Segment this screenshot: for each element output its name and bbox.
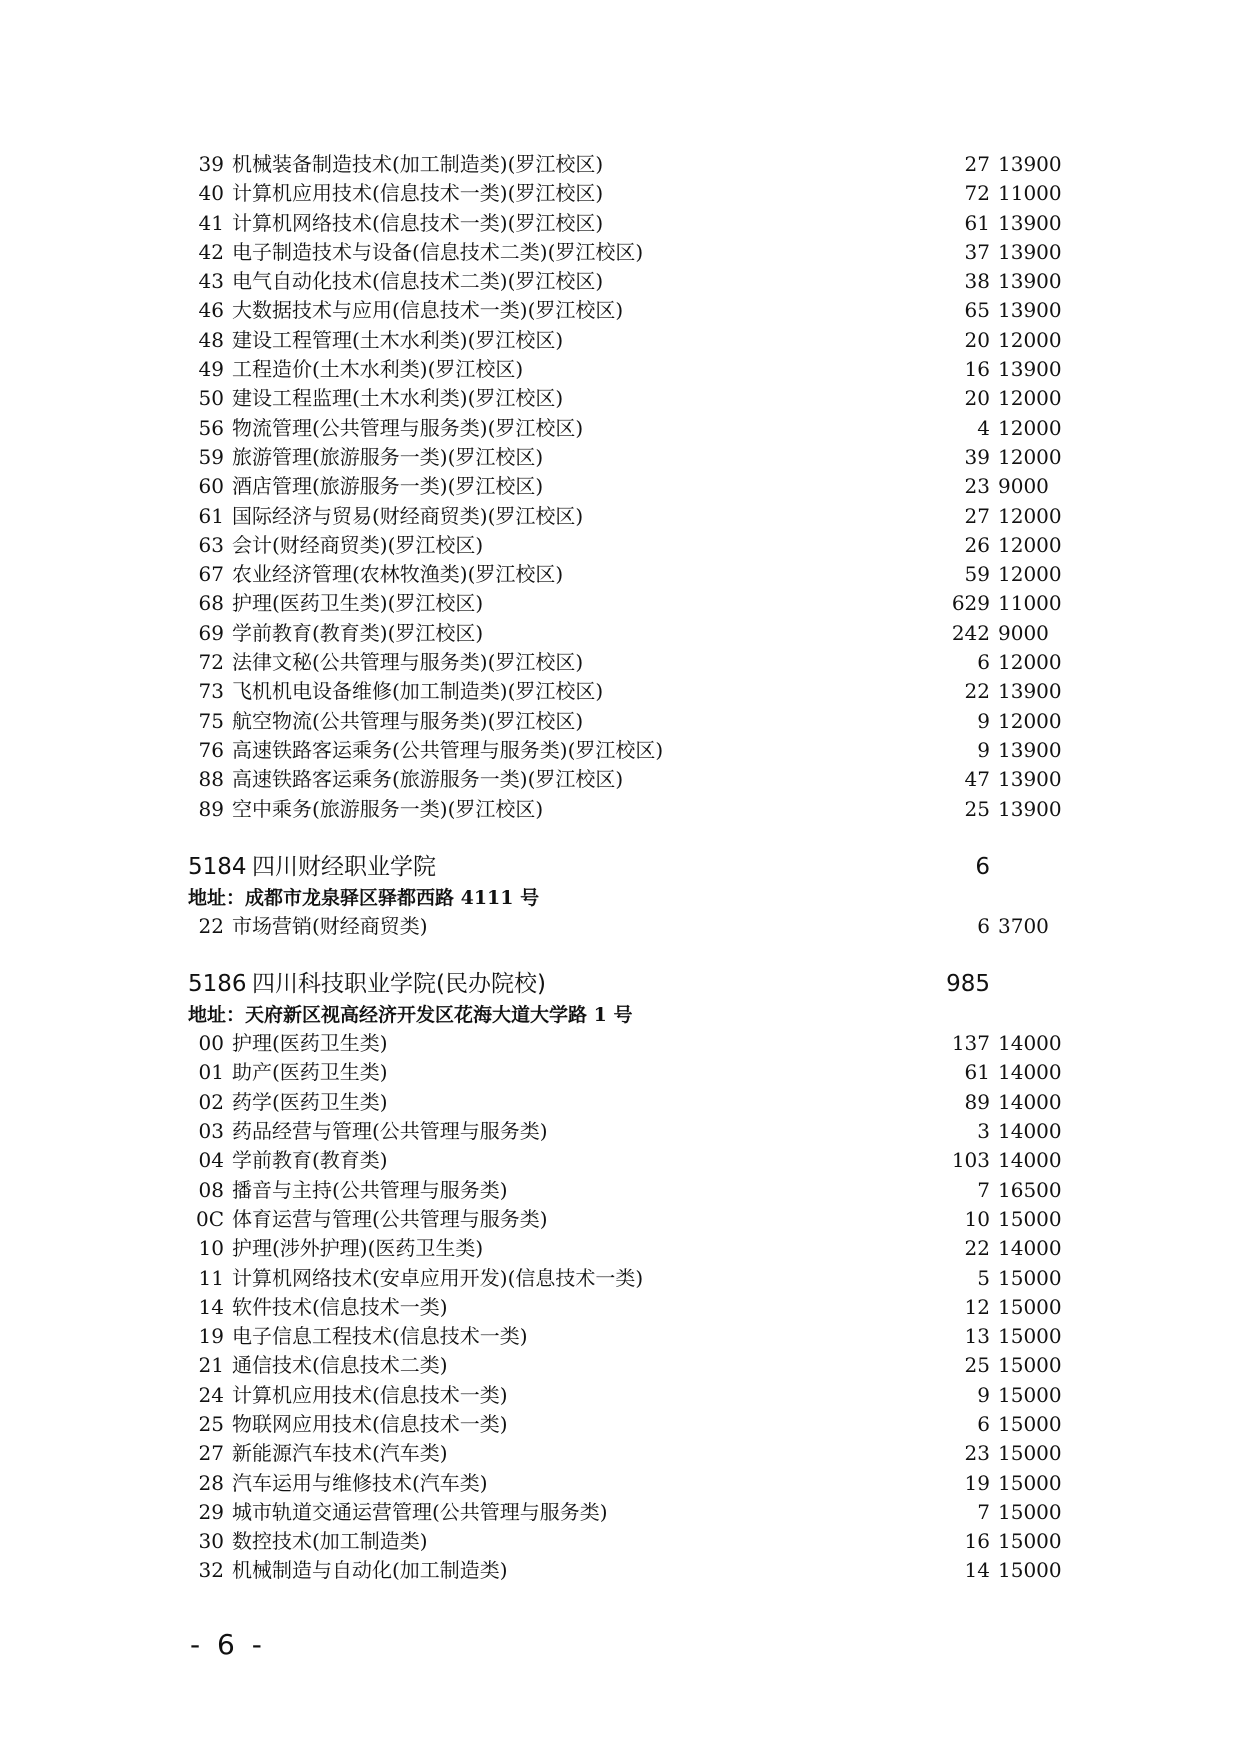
major-tuition: 9000	[998, 474, 1049, 499]
major-quota: 38	[964, 269, 990, 294]
major-tuition: 13900	[998, 796, 1062, 821]
major-name: 城市轨道交通运营管理(公共管理与服务类)	[232, 1499, 608, 1524]
major-tuition: 13900	[998, 737, 1062, 762]
major-quota: 137	[951, 1031, 990, 1056]
major-tuition: 14000	[998, 1031, 1062, 1056]
table-row	[190, 1205, 1062, 1234]
table-row	[190, 414, 1062, 443]
major-name: 计算机应用技术(信息技术一类)(罗江校区)	[232, 181, 604, 206]
table-row	[190, 677, 1062, 706]
major-quota: 6	[977, 650, 990, 675]
major-code: 22	[198, 913, 224, 938]
school-address: 地址：成都市龙泉驿区驿都西路 4111 号	[188, 886, 540, 909]
table-row	[190, 531, 1062, 560]
major-quota: 39	[964, 444, 990, 469]
school-name: 四川财经职业学院	[252, 853, 436, 880]
school-name: 四川科技职业学院(民办院校)	[252, 971, 546, 998]
table-row	[190, 179, 1062, 208]
major-quota: 4	[977, 415, 990, 440]
table-row	[190, 736, 1062, 765]
major-code: 27	[198, 1441, 224, 1466]
major-code: 30	[198, 1529, 224, 1554]
major-name: 播音与主持(公共管理与服务类)	[232, 1177, 508, 1202]
major-quota: 629	[951, 591, 990, 616]
major-code: 21	[198, 1353, 224, 1378]
table-row	[190, 1556, 1062, 1585]
table-row	[190, 795, 1062, 824]
major-code: 59	[198, 444, 224, 469]
major-quota: 3	[977, 1119, 990, 1144]
table-row	[190, 1410, 1062, 1439]
table-row	[190, 296, 1062, 325]
major-code: 19	[198, 1324, 224, 1349]
major-name: 计算机应用技术(信息技术一类)	[232, 1382, 508, 1407]
major-quota: 23	[964, 474, 990, 499]
major-quota: 61	[964, 1060, 990, 1085]
table-row	[190, 326, 1062, 355]
table-row	[190, 443, 1062, 472]
major-name: 体育运营与管理(公共管理与服务类)	[232, 1206, 548, 1231]
school-address: 地址：天府新区视高经济开发区花海大道大学路 1 号	[188, 1004, 633, 1027]
major-code: 14	[198, 1294, 224, 1319]
table-row	[190, 619, 1050, 648]
major-code: 61	[198, 503, 224, 528]
table-row	[190, 589, 1062, 618]
table-row	[190, 765, 1062, 794]
major-name: 机械装备制造技术(加工制造类)(罗江校区)	[232, 152, 604, 176]
major-quota: 14	[964, 1558, 990, 1583]
major-quota: 27	[964, 152, 990, 176]
major-name: 航空物流(公共管理与服务类)(罗江校区)	[232, 708, 584, 733]
major-name: 电子信息工程技术(信息技术一类)	[232, 1324, 528, 1349]
major-quota: 26	[964, 532, 990, 557]
table-row	[190, 472, 1050, 501]
listing-section	[190, 824, 1050, 941]
major-code: 0C	[195, 1206, 224, 1231]
major-tuition: 9000	[998, 620, 1049, 645]
major-quota: 23	[964, 1441, 990, 1466]
major-tuition: 3700	[998, 913, 1049, 938]
major-name: 通信技术(信息技术二类)	[232, 1353, 448, 1378]
table-row	[190, 1176, 1062, 1205]
major-quota: 7	[977, 1499, 990, 1524]
major-tuition: 15000	[998, 1294, 1062, 1319]
major-tuition: 14000	[998, 1089, 1062, 1114]
table-row	[190, 1469, 1062, 1498]
major-name: 护理(医药卫生类)(罗江校区)	[232, 591, 484, 616]
major-tuition: 14000	[998, 1119, 1062, 1144]
table-row	[190, 1293, 1062, 1322]
major-name: 会计(财经商贸类)(罗江校区)	[232, 532, 484, 557]
table-row	[190, 707, 1062, 736]
major-name: 建设工程管理(土木水利类)(罗江校区)	[232, 327, 564, 352]
listing-section	[188, 941, 1062, 1586]
major-code: 46	[198, 298, 224, 323]
major-code: 04	[198, 1148, 224, 1173]
major-name: 空中乘务(旅游服务一类)(罗江校区)	[232, 796, 544, 821]
table-row	[190, 267, 1062, 296]
major-code: 25	[198, 1411, 224, 1436]
major-code: 72	[198, 650, 224, 675]
major-name: 电子制造技术与设备(信息技术二类)(罗江校区)	[232, 239, 644, 264]
major-name: 工程造价(土木水利类)(罗江校区)	[232, 357, 524, 382]
major-tuition: 13900	[998, 357, 1062, 382]
school-header	[190, 967, 1050, 1001]
table-row	[190, 1117, 1062, 1146]
major-name: 法律文秘(公共管理与服务类)(罗江校区)	[232, 650, 584, 675]
school-code: 5186	[188, 971, 247, 998]
major-name: 国际经济与贸易(财经商贸类)(罗江校区)	[232, 503, 584, 528]
major-tuition: 15000	[998, 1324, 1062, 1349]
school-header	[190, 850, 1050, 884]
section-spacer	[190, 941, 1050, 967]
major-quota: 59	[964, 562, 990, 587]
major-quota: 16	[964, 357, 990, 382]
section-spacer	[190, 824, 1050, 850]
major-code: 41	[198, 210, 224, 235]
major-tuition: 12000	[998, 650, 1062, 675]
major-tuition: 15000	[998, 1470, 1062, 1495]
major-tuition: 12000	[998, 708, 1062, 733]
table-row	[190, 1264, 1062, 1293]
major-name: 市场营销(财经商贸类)	[232, 913, 428, 938]
major-name: 护理(涉外护理)(医药卫生类)	[232, 1236, 484, 1261]
major-quota: 16	[964, 1529, 990, 1554]
major-tuition: 15000	[998, 1529, 1062, 1554]
table-row	[190, 1351, 1062, 1380]
major-tuition: 12000	[998, 386, 1062, 411]
major-tuition: 14000	[998, 1236, 1062, 1261]
major-code: 08	[198, 1177, 224, 1202]
major-quota: 12	[964, 1294, 990, 1319]
major-name: 药品经营与管理(公共管理与服务类)	[232, 1119, 548, 1144]
major-name: 大数据技术与应用(信息技术一类)(罗江校区)	[232, 298, 624, 323]
major-tuition: 15000	[998, 1382, 1062, 1407]
major-quota: 20	[964, 386, 990, 411]
major-tuition: 12000	[998, 444, 1062, 469]
major-tuition: 12000	[998, 562, 1062, 587]
major-tuition: 14000	[998, 1060, 1062, 1085]
major-code: 56	[198, 415, 224, 440]
major-name: 高速铁路客运乘务(旅游服务一类)(罗江校区)	[232, 767, 624, 792]
major-code: 75	[198, 708, 224, 733]
school-code: 5184	[188, 853, 247, 880]
major-quota: 25	[964, 796, 990, 821]
major-quota: 61	[964, 210, 990, 235]
table-row	[190, 150, 1062, 179]
major-quota: 19	[964, 1470, 990, 1495]
major-quota: 9	[977, 1382, 990, 1407]
major-name: 飞机机电设备维修(加工制造类)(罗江校区)	[232, 679, 604, 704]
table-row	[190, 355, 1062, 384]
major-name: 汽车运用与维修技术(汽车类)	[232, 1470, 488, 1495]
major-tuition: 13900	[998, 269, 1062, 294]
major-code: 67	[198, 562, 224, 587]
table-row	[190, 1058, 1062, 1087]
major-code: 29	[198, 1499, 224, 1524]
major-code: 03	[198, 1119, 224, 1144]
major-code: 73	[198, 679, 224, 704]
major-quota: 13	[964, 1324, 990, 1349]
major-quota: 103	[951, 1148, 990, 1173]
major-code: 50	[198, 386, 224, 411]
table-row	[190, 1322, 1062, 1351]
major-code: 76	[198, 737, 224, 762]
table-row	[190, 648, 1062, 677]
major-tuition: 12000	[998, 532, 1062, 557]
table-row	[190, 1439, 1062, 1468]
table-row	[190, 560, 1062, 589]
major-tuition: 12000	[998, 415, 1062, 440]
major-tuition: 14000	[998, 1148, 1062, 1173]
major-tuition: 13900	[998, 210, 1062, 235]
major-name: 高速铁路客运乘务(公共管理与服务类)(罗江校区)	[232, 737, 664, 762]
table-row	[190, 384, 1062, 413]
major-name: 药学(医药卫生类)	[232, 1089, 388, 1114]
major-code: 42	[198, 239, 224, 264]
major-name: 旅游管理(旅游服务一类)(罗江校区)	[232, 444, 544, 469]
major-code: 28	[198, 1470, 224, 1495]
major-tuition: 11000	[998, 591, 1062, 616]
major-code: 48	[198, 327, 224, 352]
table-row	[190, 1527, 1062, 1556]
major-quota: 5	[977, 1265, 990, 1290]
major-name: 软件技术(信息技术一类)	[232, 1294, 448, 1319]
major-tuition: 13900	[998, 152, 1062, 176]
major-tuition: 13900	[998, 679, 1062, 704]
major-code: 40	[198, 181, 224, 206]
major-tuition: 15000	[998, 1353, 1062, 1378]
table-row	[190, 1146, 1062, 1175]
major-tuition: 13900	[998, 767, 1062, 792]
major-code: 63	[198, 532, 224, 557]
major-code: 10	[198, 1236, 224, 1261]
table-row	[190, 1381, 1062, 1410]
major-tuition: 13900	[998, 239, 1062, 264]
major-name: 建设工程监理(土木水利类)(罗江校区)	[232, 386, 564, 411]
major-quota: 25	[964, 1353, 990, 1378]
major-code: 69	[198, 620, 224, 645]
major-quota: 47	[964, 767, 990, 792]
major-code: 11	[198, 1265, 224, 1290]
listing-section	[190, 150, 1062, 824]
major-name: 数控技术(加工制造类)	[232, 1529, 428, 1554]
page-number: - 6 -	[190, 1628, 266, 1661]
major-quota: 7	[977, 1177, 990, 1202]
table-row	[190, 1234, 1062, 1263]
major-code: 01	[198, 1060, 224, 1085]
table-row	[190, 1498, 1062, 1527]
major-tuition: 15000	[998, 1499, 1062, 1524]
major-quota: 72	[964, 181, 990, 206]
table-row	[190, 912, 1050, 941]
major-quota: 9	[977, 737, 990, 762]
major-quota: 242	[951, 620, 990, 645]
major-name: 助产(医药卫生类)	[232, 1060, 388, 1085]
major-tuition: 12000	[998, 503, 1062, 528]
major-name: 机械制造与自动化(加工制造类)	[232, 1558, 508, 1583]
major-name: 电气自动化技术(信息技术二类)(罗江校区)	[232, 269, 604, 294]
major-tuition: 15000	[998, 1265, 1062, 1290]
major-code: 88	[198, 767, 224, 792]
major-quota: 89	[964, 1089, 990, 1114]
major-tuition: 15000	[998, 1206, 1062, 1231]
major-code: 43	[198, 269, 224, 294]
school-total-quota: 6	[975, 853, 990, 880]
major-name: 酒店管理(旅游服务一类)(罗江校区)	[232, 474, 544, 499]
major-name: 学前教育(教育类)	[232, 1148, 388, 1173]
major-name: 计算机网络技术(信息技术一类)(罗江校区)	[232, 210, 604, 235]
major-quota: 20	[964, 327, 990, 352]
table-row	[190, 238, 1062, 267]
major-quota: 6	[977, 1411, 990, 1436]
major-name: 护理(医药卫生类)	[232, 1031, 388, 1056]
major-quota: 22	[964, 679, 990, 704]
major-code: 68	[198, 591, 224, 616]
major-tuition: 15000	[998, 1411, 1062, 1436]
major-tuition: 16500	[998, 1177, 1062, 1202]
major-tuition: 13900	[998, 298, 1062, 323]
major-quota: 9	[977, 708, 990, 733]
major-quota: 6	[977, 913, 990, 938]
major-code: 00	[198, 1031, 224, 1056]
enrollment-listing	[188, 150, 1062, 1586]
table-row	[190, 1029, 1062, 1058]
major-code: 49	[198, 357, 224, 382]
table-row	[190, 209, 1062, 238]
major-code: 89	[198, 796, 224, 821]
major-tuition: 15000	[998, 1441, 1062, 1466]
major-tuition: 15000	[998, 1558, 1062, 1583]
major-quota: 22	[964, 1236, 990, 1261]
major-tuition: 11000	[998, 181, 1062, 206]
school-total-quota: 985	[946, 971, 990, 998]
major-code: 32	[198, 1558, 224, 1583]
major-quota: 10	[964, 1206, 990, 1231]
major-tuition: 12000	[998, 327, 1062, 352]
major-name: 新能源汽车技术(汽车类)	[232, 1441, 448, 1466]
major-name: 农业经济管理(农林牧渔类)(罗江校区)	[232, 562, 564, 587]
major-name: 学前教育(教育类)(罗江校区)	[232, 620, 484, 645]
major-quota: 37	[964, 239, 990, 264]
table-row	[190, 502, 1062, 531]
major-quota: 27	[964, 503, 990, 528]
table-row	[190, 1088, 1062, 1117]
major-code: 02	[198, 1089, 224, 1114]
major-code: 39	[198, 152, 224, 176]
major-code: 60	[198, 474, 224, 499]
major-name: 物联网应用技术(信息技术一类)	[232, 1411, 508, 1436]
major-name: 物流管理(公共管理与服务类)(罗江校区)	[232, 415, 584, 440]
major-quota: 65	[964, 298, 990, 323]
major-code: 24	[198, 1382, 224, 1407]
major-name: 计算机网络技术(安卓应用开发)(信息技术一类)	[232, 1265, 644, 1290]
